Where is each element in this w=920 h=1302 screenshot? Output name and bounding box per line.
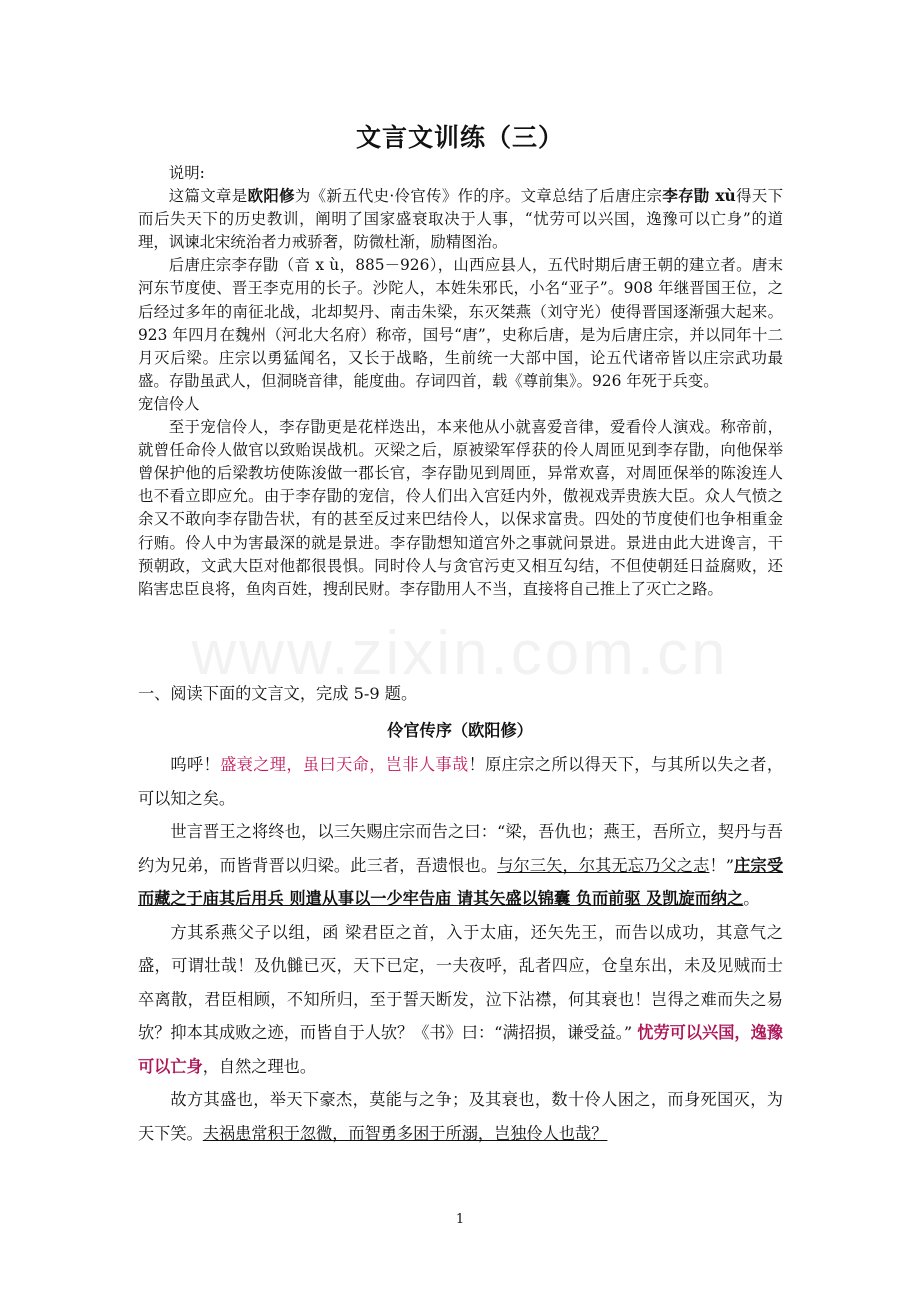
intro-section (138, 162, 783, 601)
intro-p1-a: 这篇文章是 (168, 187, 248, 206)
passage-p4-a: 故方其盛也，举天下豪杰，莫能与之争；及其衰也，数十伶人困之，而身死国灭，为天下笑。 (138, 1090, 783, 1143)
passage-paragraph-1 (138, 748, 783, 815)
page-number: 1 (455, 1212, 465, 1227)
highlight-text: 盛衰之理，虽曰天命，岂非人事哉 (220, 755, 469, 774)
punctuation-exercise: 庄宗受而藏之于庙其后用兵 则遣从事以一少牢告庙 请其矢盛以锦囊 负而前驱 及凯旋而纳之 (138, 855, 784, 908)
emperor-name: 李存勖 xù (662, 187, 736, 206)
passage (138, 748, 783, 1150)
passage-p1-a: 呜呼！ (170, 755, 221, 774)
underlined-sentence: 与尔三矢，尔其无忘乃父之志 (497, 855, 710, 875)
passage-p2-a: 世言晋王之将终也，以三矢赐庄宗而告之曰：“梁，吾仇也；燕王，吾所立，契丹与吾约为兄弟，而皆背晋以归梁。此三者，吾遗恨也。 (138, 822, 783, 875)
intro-p1-c: 得天下而后失天下的历史教训，阐明了国家盛衰取决于人事，“忧劳可以兴国，逸豫可以亡身”的道理，讽谏北宋统治者力戒骄奢，防微杜渐，励精图治。 (138, 187, 783, 252)
passage-p3-b: ，自然之理也。 (202, 1056, 317, 1076)
passage-p1-b: ！原庄宗之所以得天下，与其所以失之者，可以知之矣。 (138, 755, 784, 808)
passage-p2-b: ！” (709, 855, 735, 875)
intro-subheading: 宠信伶人 (138, 394, 200, 413)
author-name: 欧阳修 (247, 187, 295, 206)
intro-label-text: 说明: (168, 164, 205, 182)
task-instruction: 一、阅读下面的文言文，完成 5-9 题。 (138, 684, 418, 703)
text-title: 伶官传序（欧阳修） (387, 721, 533, 740)
intro-paragraph-1 (138, 185, 783, 254)
intro-paragraph-3: 至于宠信伶人，李存勖更是花样迭出，本来他从小就喜爱音律，爱看伶人演戏。称帝前，就曾任命伶人做官以致贻误战机。灭梁之后，原被梁军俘获的伶人周匝见到李存勖，向他保举曾保护他的后梁教坊使陈浚做一郡长官，李存勖见到周匝，异常欢喜，对周匝保举的陈浚连人也不看立即应允。由于李存勖的宠信，伶人们出入宫廷内外，傲视戏弄贵族大臣。众人气愤之余又不敢向李存勖告状，有的甚至反过来巴结伶人，以保求富贵。四处的节度使们也争相重金行贿。伶人中为害最深的就是景进。李存勖想知道宫外之事就问景进。景进由此大进谗言，干预朝政，文武大臣对他都很畏惧。同时伶人与贪官污吏又相互勾结，不但使朝廷日益腐败，还陷害忠臣良将，鱼肉百姓，搜刮民财。李存勖用人不当，直接将自己推上了灭亡之路。 (138, 418, 783, 598)
highlight-quote: 忧劳可以兴国，逸豫可以亡身 (138, 1023, 783, 1076)
watermark: www.zixin.com.cn (191, 619, 729, 688)
intro-label (138, 162, 783, 185)
passage-paragraph-2 (138, 815, 783, 916)
passage-p2-c: 。 (743, 889, 760, 908)
intro-p1-b: 为《新五代史·伶官传》作的序。文章总结了后唐庄宗 (294, 187, 663, 206)
passage-p3-a: 方其系燕父子以组，函 梁君臣之首，入于太庙，还矢先王，而告以成功，其意气之盛，可谓壮哉！及仇雠已灭，天下已定，一夫夜呼，乱者四应，仓皇东出，未及见贼而士卒离散，君臣相顾，不知所归，至于誓天断发，泣下沾襟，何其衰也！岂得之难而失之易欤？抑本其成败之迹，而皆自于人欤？《书》曰：“满招损，谦受益。” (138, 922, 783, 1042)
passage-paragraph-3 (138, 916, 783, 1084)
page-title: 文言文训练（三） (355, 123, 564, 152)
underlined-conclusion: 夫祸患常积于忽微，而智勇多困于所溺，岂独伶人也哉？ (202, 1123, 608, 1143)
passage-paragraph-4 (138, 1083, 783, 1150)
intro-paragraph-2: 后唐庄宗李存勖（音 x ù，885－926），山西应县人，五代时期后唐王朝的建立者。唐末河东节度使、晋王李克用的长子。沙陀人，本姓朱邪氏，小名“亚子”。908 年继晋国王位，之后经过多年的南征北战，北却契丹、南击朱梁，东灭桀燕（刘守光）使得晋国逐渐强大起来。923 年四月在魏州（河北大名府）称帝，国号“唐”，史称后唐，是为后唐庄宗，并以同年十二月灭后梁。庄宗以勇猛闻名，又长于战略，生前统一大部中国，论五代诸帝皆以庄宗武功最盛。存勖虽武人，但洞晓音律，能度曲。存词四首，载《尊前集》。926 年死于兵变。 (138, 256, 783, 390)
